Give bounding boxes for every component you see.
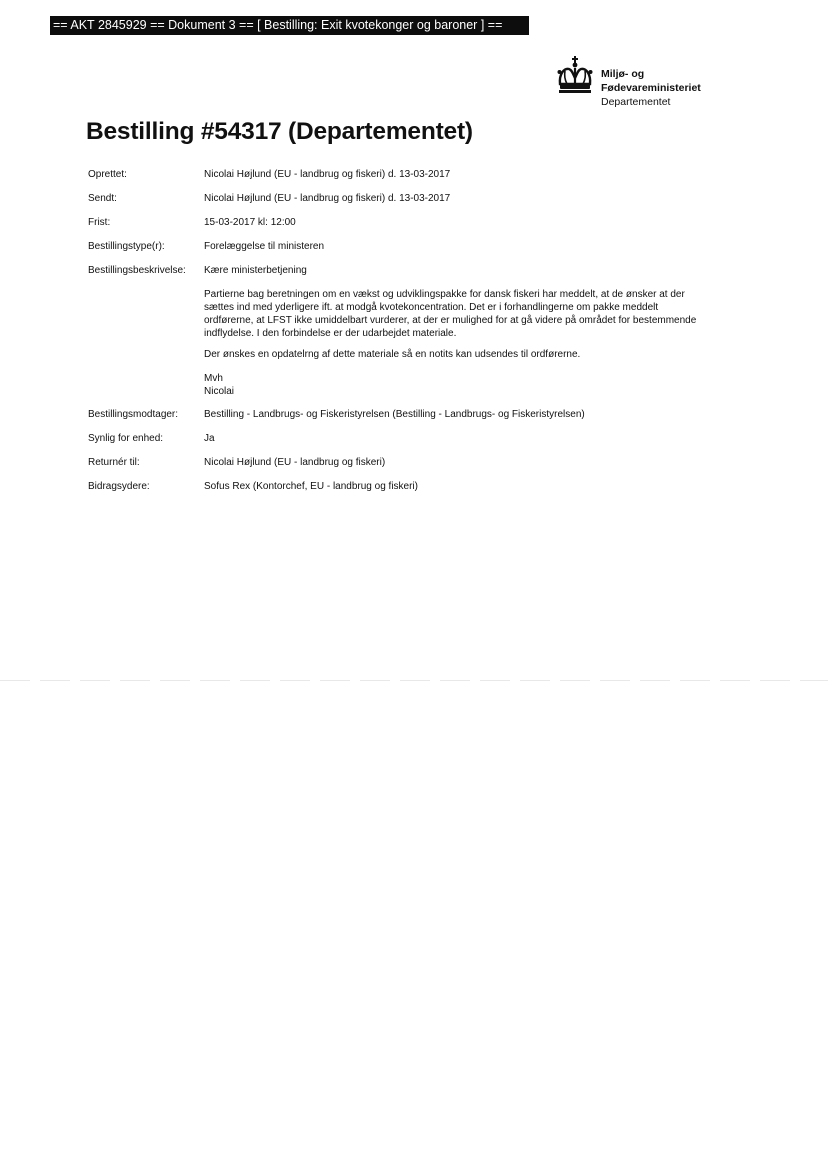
description-line: sættes ind med yderligere ift. at modgå kvotekoncentration. Det er i forhandlingerne om pakke meddelt xyxy=(204,302,659,313)
description-line: Partierne bag beretningen om en vækst og udviklingspakke for dansk fiskeri har meddelt, at de ønsker at der xyxy=(204,289,685,300)
closing-text: Mvh xyxy=(204,373,223,384)
description-line: indflydelse. I den forbindelse er der udarbejdet materiale. xyxy=(204,328,457,339)
field-value: Nicolai Højlund (EU - landbrug og fiskeri) d. 13-03-2017 xyxy=(204,169,451,180)
field-value: 15-03-2017 kl: 12:00 xyxy=(204,217,296,228)
logo-text-line2: Fødevareministeriet xyxy=(601,82,701,94)
description-paragraph-2 xyxy=(204,348,722,361)
field-label: Frist: xyxy=(88,217,111,228)
description-paragraph-1 xyxy=(204,288,722,340)
field-value: Kære ministerbetjening xyxy=(204,265,307,276)
field-label: Sendt: xyxy=(88,193,117,204)
field-label: Oprettet: xyxy=(88,169,127,180)
scan-artifact-line xyxy=(0,680,828,681)
signature-text: Nicolai xyxy=(204,386,235,397)
page-title: Bestilling #54317 (Departementet) xyxy=(86,118,473,145)
description-signoff xyxy=(204,372,722,398)
field-label: Bestillingstype(r): xyxy=(88,241,165,252)
field-label: Synlig for enhed: xyxy=(88,433,164,444)
description-line: ordførerne, at LFST ikke umiddelbart vurderer, at der er mulighed for at gå videre på området for bestemmende xyxy=(204,315,697,326)
field-label: Bestillingsbeskrivelse: xyxy=(88,265,186,276)
logo-text-line1: Miljø- og xyxy=(601,68,645,80)
field-label: Bidragsydere: xyxy=(88,481,150,492)
description-line: Der ønskes en opdatelrng af dette materiale så en notits kan udsendes til ordførerne. xyxy=(204,349,581,360)
ministry-logo xyxy=(556,56,726,112)
field-value: Forelæggelse til ministeren xyxy=(204,241,325,252)
logo-text-line3: Departementet xyxy=(601,96,671,108)
field-value: Nicolai Højlund (EU - landbrug og fiskeri) xyxy=(204,457,386,468)
case-stamp-header: == AKT 2845929 == Dokument 3 == [ Bestilling: Exit kvotekonger og baroner ] == xyxy=(50,16,529,35)
field-value: Sofus Rex (Kontorchef, EU - landbrug og fiskeri) xyxy=(204,481,418,492)
field-label: Returnér til: xyxy=(88,457,140,468)
field-value: Nicolai Højlund (EU - landbrug og fiskeri) d. 13-03-2017 xyxy=(204,193,451,204)
field-value: Bestilling - Landbrugs- og Fiskeristyrelsen (Bestilling - Landbrugs- og Fiskeristyrelsen) xyxy=(204,409,585,420)
field-label: Bestillingsmodtager: xyxy=(88,409,179,420)
crown-icon xyxy=(556,56,594,96)
field-value: Ja xyxy=(204,433,215,444)
